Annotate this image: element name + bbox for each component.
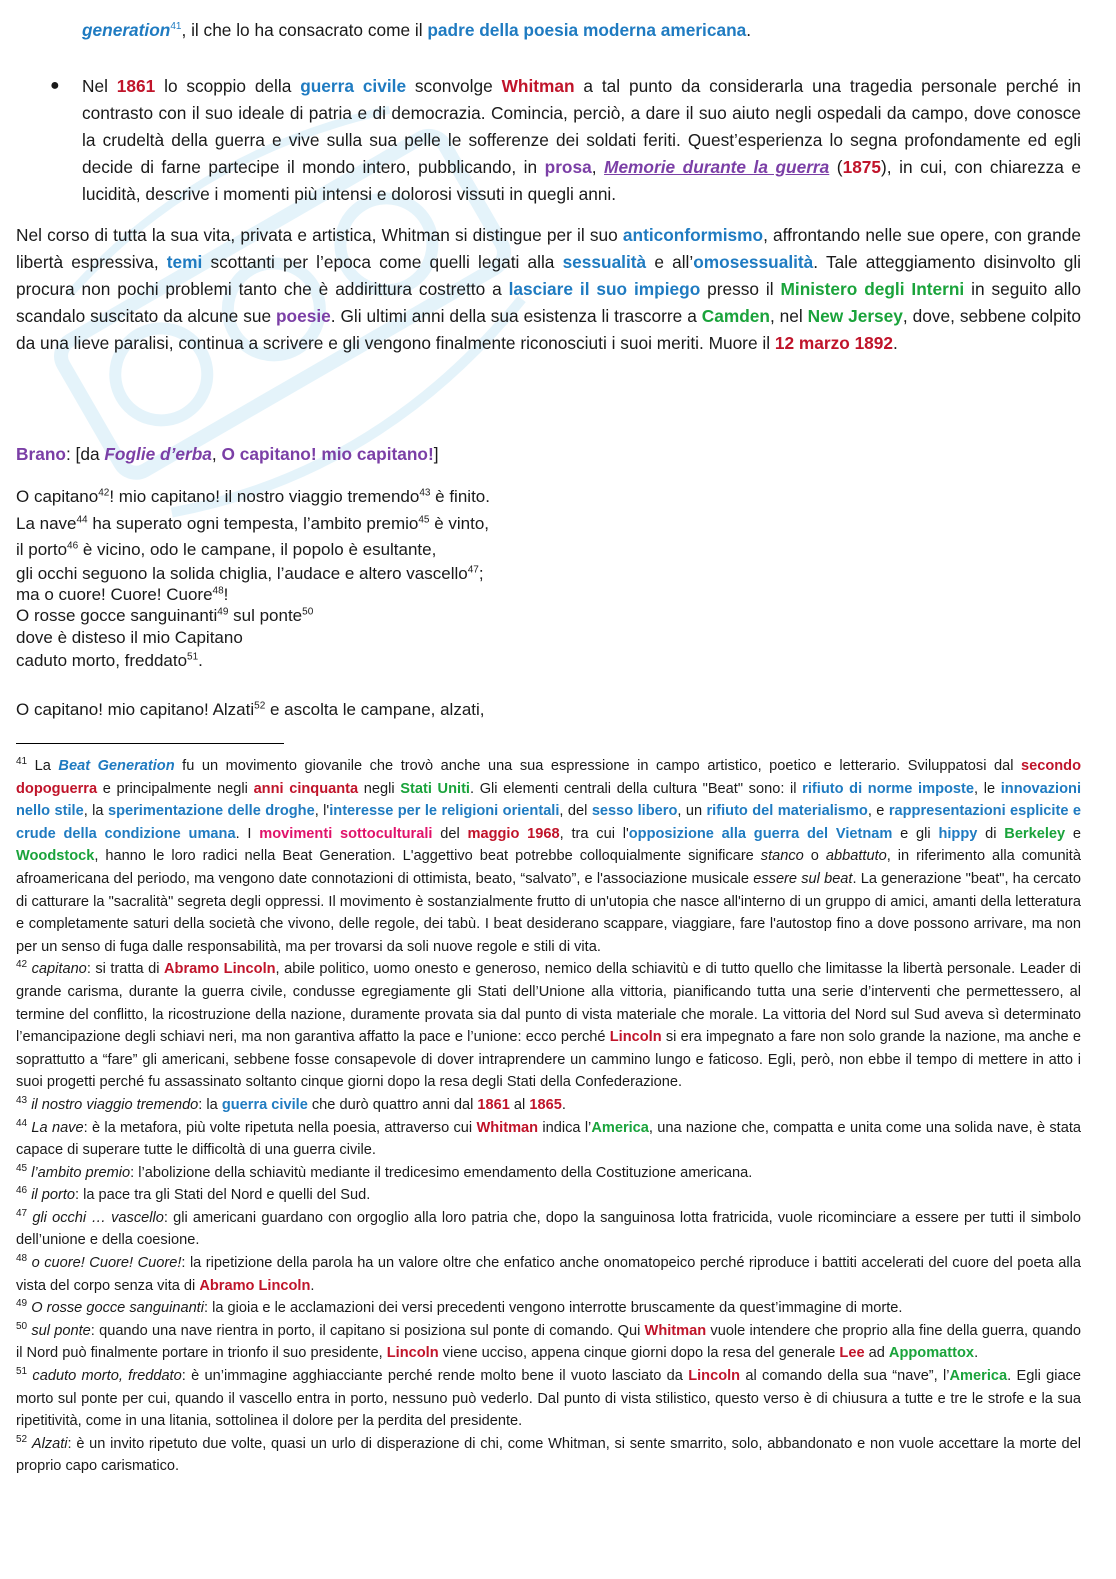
footnote-42: $^{42}$ capitano: si tratta di Abramo Lincoln, abile politico, uomo onesto e generoso, nemico della schiavitù e di tutto quello che limitasse la libertà personale. Leader di grande carisma, durante la guerra civile, condusse egregiamente gli Stati dell’Unione alla vittoria, pianificando tutta una serie d’interventi che permettessero, al termine del conflitto, la ricostruzione della nazione, duramente provata sia dal punto di vista materiale che morale. La vittoria del Nord sul Sud aveva sì determinato l’emancipazione degli schiavi neri, ma non garantiva affatto la pace e l’unione: ecco perché Lincoln si era impegnato a fare non solo grande la nazione, ma anche e soprattutto a “fare” gli americani, sebbene fosse consapevole di dover intraprendere un cammino lungo e faticoso. Egli, però, non ebbe il tempo di mettere in atto i suoi progetti perché fu assassinato soltanto cinque giorni dopo la resa degli Stati della Confederazione.: [16, 959, 1081, 1091]
footnote-46: $^{46}$ il porto: la pace tra gli Stati del Nord e quelli del Sud.: [16, 1185, 371, 1204]
footnote-ref[interactable]: 41: [170, 21, 182, 33]
footnote-45: $^{45}$ l’ambito premio: l’abolizione della schiavitù mediante il tredicesimo emendamento della Costituzione americana.: [16, 1162, 753, 1181]
footnote-43: $^{43}$ il nostro viaggio tremendo: la guerra civile che durò quattro anni dal 1861 al 1865.: [16, 1095, 566, 1113]
bullet-dot: ●: [50, 77, 60, 94]
bullet-paragraph: Nel 1861 lo scoppio della guerra civile sconvolge Whitman a tal punto da considerarla una tragedia personale perché in contrasto con il suo ideale di patria e di democrazia. Comincia, perciò, a dare il suo aiuto negli ospedali da campo, dove conosce la crudeltà della guerra e vive sulla sua pelle le sofferenze dei soldati feriti. Quest’esperienza lo segna profondamente ed egli decide di farne partecipe il mondo intero, pubblicando, in prosa, Memorie durante la guerra (1875), in cui, con chiarezza e lucidità, descrive i momenti più intensi e dolorosi vissuti in quegli anni.: [82, 76, 1082, 204]
footnote-48: $^{48}$ o cuore! Cuore! Cuore!: la ripetizione della parola ha un valore oltre che enfatico anche onomatopeico perché riproduce i battiti accelerati del cuore del poeta alla vista del corpo senza vita di Abramo Lincoln.: [16, 1253, 1081, 1294]
memorie-link[interactable]: Memorie durante la guerra: [604, 157, 830, 177]
life-paragraph: Nel corso di tutta la sua vita, privata e artistica, Whitman si distingue per il suo anticonformismo, affrontando nelle sue opere, con grande libertà espressiva, temi scottanti per l’epoca come quelli legati alla sessualità e all’omosessualità. Tale atteggiamento disinvolto gli procura non pochi problemi tanto che è addirittura costretto a lasciare il suo impiego presso il Ministero degli Interni in seguito allo scandalo suscitato da alcune sue poesie. Gli ultimi anni della sua esistenza li trascorre a Camden, nel New Jersey, dove, sebbene colpito da una lieve paralisi, continua a scrivere e gli vengono finalmente riconosciuti i suoi meriti. Muore il 12 marzo 1892.: [16, 225, 1082, 353]
poem-line: caduto morto, freddato$^{51}$.: [16, 651, 203, 670]
footnote-50: $^{50}$ sul ponte: quando una nave rientra in porto, il capitano si posiziona sul ponte di comando. Qui Whitman vuole intendere che proprio alla fine della guerra, quando il Nord può finalmente portare in trionfo il suo presidente, Lincoln viene ucciso, appena cinque giorni dopo la resa del generale Lee ad Appomattox.: [16, 1320, 1082, 1362]
poem-line: dove è disteso il mio Capitano: [16, 628, 243, 647]
poem-line: La nave$^{44}$ ha superato ogni tempesta, l’ambito premio$^{45}$ è vinto,: [16, 513, 490, 533]
poem-line: ma o cuore! Cuore! Cuore$^{48}$!: [16, 585, 229, 604]
father-title: padre della poesia moderna americana: [427, 20, 747, 40]
footnote-41: $^{41}$ La Beat Generation fu un movimento giovanile che trovò anche una sua espressione in campo artistico, poetico e letterario. Sviluppatosi dal secondo dopoguerra e principalmente negli anni cinquanta negli Stati Uniti. Gli elementi centrali della cultura "Beat" sono: il rifiuto di norme imposte, le innovazioni nello stile, la sperimentazione delle droghe, l'interesse per le religioni orientali, del sesso libero, un rifiuto del materialismo, e rappresentazioni esplicite e crude della condizione umana. I movimenti sottoculturali del maggio 1968, tra cui l'opposizione alla guerra del Vietnam e gli hippy di Berkeley e Woodstock, hanno le loro radici nella Beat Generation. L'aggettivo beat potrebbe colloquialmente significare stanco o abbattuto, in riferimento alla comunità afroamericana del periodo, ma vengono date connotazioni di ottimista, beato, “salvato”, e l'associazione musicale essere sul beat. La generazione "beat", ha cercato di catturare la "sacralità" segreta degli oppressi. Il movimento è sostanzialmente frutto di un'utopia che nasce all'interno di un gruppo di amici, amanti della letteratura e completamente saturi della società che vivono, delle regole, dei tabù. I beat desiderano scappare, viaggiare, fare l'autostop fino a dove possono arrivare, ma non per un senso di fuga dalle responsabilità, ma per trovarsi da soli nuove regole e stili di vita.: [16, 756, 1082, 955]
poem-line: O capitano$^{42}$! mio capitano! il nostro viaggio tremendo$^{43}$ è finito.: [16, 487, 490, 506]
poem-line: gli occhi seguono la solida chiglia, l’audace e altero vascello$^{47}$;: [16, 563, 484, 583]
beat-generation-term: generation: [82, 20, 171, 40]
footnote-51: $^{51}$ caduto morto, freddato: è un’immagine agghiacciante perché rende molto bene il vuoto lasciato da Lincoln al comando della sua “nave”, l’America. Egli giace morto sul ponte per cui, quando il vascello entra in porto, nessuno può vederlo. Dal punto di vista stilistico, questo verso è di chiusura a tutte e tre le strofe e la sua ripetitività, come in una litania, sottolinea il dolore per la perdita del presidente.: [16, 1366, 1081, 1430]
footnote-47: $^{47}$ gli occhi … vascello: gli americani guardano con orgoglio alla loro patria che, dopo la sanguinosa lotta fratricida, vuole ricominciare a essere per tutti il simbolo dell’unione e della coesione.: [16, 1208, 1081, 1249]
poem-line: O rosse gocce sanguinanti$^{49}$ sul ponte$^{50}$: [16, 606, 314, 625]
brano-heading: Brano: [da Foglie d’erba, O capitano! mio capitano!]: [16, 444, 439, 464]
footnote-44: $^{44}$ La nave: è la metafora, più volte ripetuta nella poesia, attraverso cui Whitman indica l’America, una nazione che, compatta e unita come una solida nave, è stata capace di superare tutte le difficoltà di una guerra civile.: [16, 1117, 1081, 1159]
footnote-separator: [16, 743, 284, 744]
top-line: generation$^{41}$, il che lo ha consacrato come il padre della poesia moderna americana.: [82, 20, 752, 40]
poem-line-next-stanza: O capitano! mio capitano! Alzati$^{52}$ e ascolta le campane, alzati,: [16, 700, 485, 719]
footnote-49: $^{49}$ O rosse gocce sanguinanti: la gioia e le acclamazioni dei versi precedenti vengono interrotte bruscamente da quest’immagine di morte.: [16, 1298, 903, 1317]
footnotes: [16, 755, 1081, 1478]
footnote-52: $^{52}$ Alzati: è un invito ripetuto due volte, quasi un urlo di disperazione di chi, come Whitman, si sente smarrito, solo, abbandonato e non vuole accettare la morte del proprio capo carismatico.: [16, 1433, 1081, 1475]
poem-line: il porto$^{46}$ è vicino, odo le campane, il popolo è esultante,: [16, 540, 437, 559]
poem-stanza: [16, 485, 716, 673]
